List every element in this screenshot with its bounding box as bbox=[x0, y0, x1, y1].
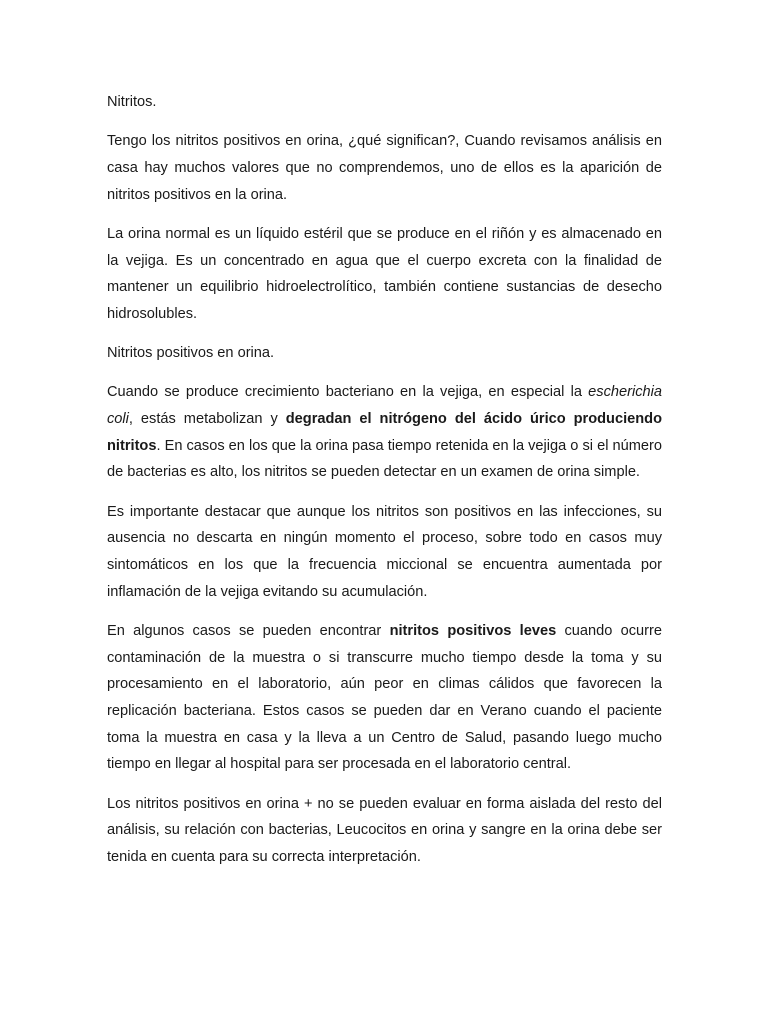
document-body bbox=[107, 89, 662, 883]
paragraph-mild-nitrites bbox=[107, 618, 662, 778]
text-segment: , estás metabolizan y bbox=[128, 411, 286, 428]
document-title: Nitritos. bbox=[107, 94, 157, 110]
section-subheading: Nitritos positivos en orina. bbox=[107, 345, 275, 362]
text-segment: En algunos casos se pueden encontrar bbox=[107, 622, 390, 639]
paragraph-intro: Tengo los nitritos positivos en orina, ¿qué significan?, Cuando revisamos análisis en casa hay muchos valores que no comprendemos, uno de ellos es la aparición de nitritos positivos en la orina. bbox=[107, 133, 662, 203]
text-segment: Cuando se produce crecimiento bacteriano en la vejiga, en especial la bbox=[107, 384, 589, 401]
italic-term: escherichia coli bbox=[107, 384, 662, 428]
bold-phrase: degradan el nitrógeno del ácido úrico produciendo nitritos bbox=[107, 411, 662, 454]
text-segment: cuando ocurre contaminación de la muestra o si transcurre mucho tiempo desde la toma y su procesamiento en el laboratorio, aún peor en climas cálidos que favorecen la replicación bacteriana. Estos casos se pueden dar en Verano cuando el paciente toma la muestra en casa y la lleva a un Centro de Salud, pasando luego mucho tiempo en llegar al hospital para ser procesada en el laboratorio central. bbox=[107, 622, 663, 773]
paragraph-conclusion: Los nitritos positivos en orina + no se pueden evaluar en forma aislada del resto del análisis, su relación con bacterias, Leucocitos en orina y sangre en la orina debe ser tenida en cuenta para su correcta interpretación. bbox=[107, 795, 662, 866]
paragraph-bacterial-growth bbox=[107, 379, 662, 486]
text-segment: . En casos en los que la orina pasa tiempo retenida en la vejiga o si el número de bacterias es alto, los nitritos se pueden detectar en un examen de orina simple. bbox=[107, 437, 662, 481]
paragraph-importance: Es importante destacar que aunque los nitritos son positivos en las infecciones, su ausencia no descarta en ningún momento el proceso, sobre todo en casos muy sintomáticos en los que la frecuencia miccional se encuentra aumentada por inflamación de la vejiga evitando su acumulación. bbox=[107, 503, 662, 600]
bold-phrase: nitritos positivos leves bbox=[389, 622, 557, 639]
paragraph-normal-urine: La orina normal es un líquido estéril que se produce en el riñón y es almacenado en la vejiga. Es un concentrado en agua que el cuerpo excreta con la finalidad de mantener un equilibrio hidroelectrolítico, también contiene sustancias de desecho hidrosolubles. bbox=[107, 225, 662, 322]
